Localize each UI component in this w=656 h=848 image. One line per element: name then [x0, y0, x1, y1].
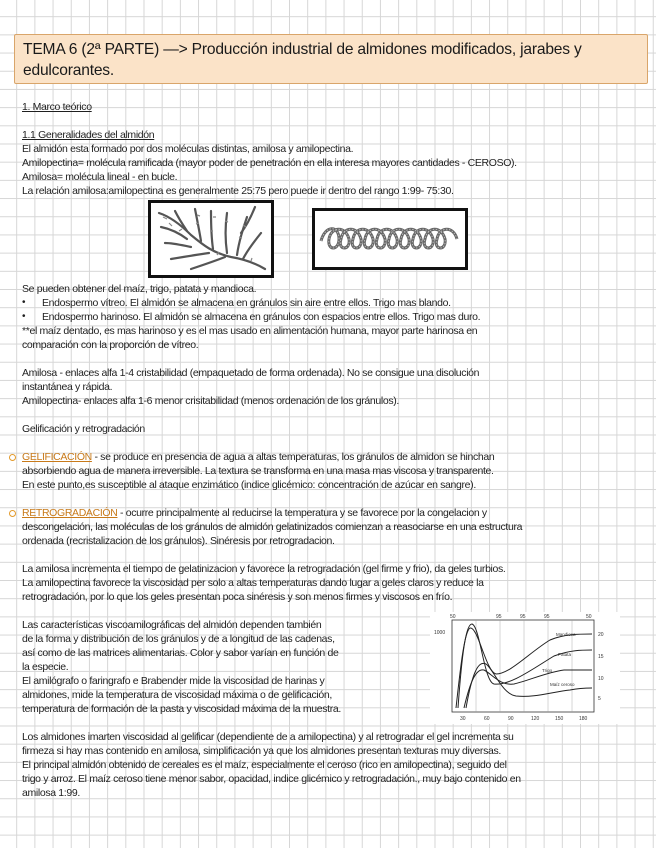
- x-tick: 120: [531, 716, 540, 722]
- paragraph-line: Los almidones imarten viscosidad al gelificar (dependiente de a amilopectina) y al retrogradar el gel incrementa su: [22, 731, 514, 743]
- right-tick: 15: [598, 654, 604, 660]
- paragraph-line: **el maíz dentado, es mas harinoso y es el mas usado en alimentación humana, mayor parte harinosa en: [22, 325, 478, 337]
- paragraph-line: así como de las matrices alimentarias. Color y sabor varían en función de: [22, 647, 339, 659]
- paragraph-line: La amilopectina favorece la viscosidad per solo a altas temperaturas dando lugar a geles claros y reduce la: [22, 577, 484, 589]
- x-tick: 60: [484, 716, 490, 722]
- paragraph-line: Se pueden obtener del maíz, trigo, patata y mandioca.: [22, 283, 257, 295]
- keyword-retrogradacion: RETROGRADACIÓN: [22, 507, 118, 519]
- bullet-dot: •: [22, 311, 26, 322]
- paragraph-line: ordenada (recristalizacion de los gránulos). Sinéresis por retrogradacion.: [22, 535, 335, 547]
- paragraph-line: [22, 506, 487, 520]
- top-tick: 50: [450, 614, 456, 620]
- paragraph-line: Amilopectina= molécula ramificada (mayor poder de penetración en ella interesa mayores cantidades - CEROSO).: [22, 157, 517, 169]
- paragraph-line: la especie.: [22, 661, 69, 673]
- bullet-item: Endospermo harinoso. El almidón se almacena en gránulos con espacios entre ellos. Trigo mas duro.: [42, 311, 481, 323]
- title-banner: [14, 34, 648, 84]
- bullet-item: Endospermo vítreo. El almidón se almacena en gránulos sin aire entre ellos. Trigo mas blando.: [42, 297, 451, 309]
- curve-trigo: [464, 670, 592, 708]
- paragraph-line: trigo y arroz. El maíz ceroso tiene menor sabor, opacidad, indice glicémico y retrogradación., muy bajo contenido en: [22, 773, 521, 785]
- ret-line: - ocurre principalmente al reducirse la temperatura y se favorece por la congelacion y: [117, 507, 487, 519]
- right-tick: 10: [598, 676, 604, 682]
- x-tick: 90: [508, 716, 514, 722]
- top-tick: 50: [586, 614, 592, 620]
- paragraph-line: Las características viscoamilográficas del almidón dependen también: [22, 619, 322, 631]
- circle-bullet-icon: [9, 454, 16, 461]
- paragraph-line: comparación con la proporción de vítreo.: [22, 339, 199, 351]
- top-tick: 95: [544, 614, 550, 620]
- paragraph-line: Amilosa - enlaces alfa 1-4 cristabilidad (empaquetado de forma ordenada). No se consigue una disolución: [22, 367, 480, 379]
- paragraph-line: Amilosa= molécula lineal - en bucle.: [22, 171, 178, 183]
- paragraph-line: El amilógrafo o faringrafo e Brabender mide la viscosidad de harinas y: [22, 675, 325, 687]
- curve-label: Trigo: [542, 668, 553, 673]
- paragraph-line: almidones, mide la temperatura de viscosidad máxima o de gelificación,: [22, 689, 332, 701]
- paragraph-line: [22, 450, 494, 464]
- paragraph-line: instantánea y rápida.: [22, 381, 113, 393]
- page-title: TEMA 6 (2ª PARTE) —> Producción industrial de almidones modificados, jarabes y edulcorantes.: [23, 41, 582, 79]
- right-tick: 20: [598, 632, 604, 638]
- paragraph-line: retrogradación, por lo que los geles presentan poca sinéresis y son menos firmes y viscosos en frío.: [22, 591, 453, 603]
- circle-bullet-icon: [9, 510, 16, 517]
- section-heading: 1. Marco teórico: [22, 101, 92, 113]
- keyword-gelificacion: GELIFICACIÓN: [22, 451, 92, 463]
- x-tick: 150: [555, 716, 564, 722]
- paragraph-line: La relación amilosa:amilopectina es generalmente 25:75 pero puede ir dentro del rango 1:99- 75:30.: [22, 185, 454, 197]
- paragraph-line: de la forma y distribución de los gránulos y de a longitud de las cadenas,: [22, 633, 335, 645]
- paragraph-line: temperatura de formación de la pasta y viscosidad máxima de la muestra.: [22, 703, 341, 715]
- paragraph-line: Amilopectina- enlaces alfa 1-6 menor crisitabilidad (menos ordenación de los gránulos).: [22, 395, 399, 407]
- y-tick: 1000: [434, 630, 446, 636]
- x-tick: 180: [579, 716, 588, 722]
- top-tick: 95: [496, 614, 502, 620]
- paragraph-line: El almidón esta formado por dos moléculas distintas, amilosa y amilopectina.: [22, 143, 354, 155]
- gel-line: - se produce en presencia de agua a altas temperaturas, los gránulos de almidon se hinchan: [91, 451, 495, 463]
- paragraph-line: descongelación, las moléculas de los gránulos de almidón gelatinizados comienzan a reasociarse en una estructura: [22, 521, 523, 533]
- amylose-diagram: [312, 208, 468, 270]
- top-tick: 95: [520, 614, 526, 620]
- paragraph-line: El principal almidón obtenido de cereales es el maíz, especialmente el ceroso (rico en amilopectina), seguido del: [22, 759, 507, 771]
- amylogram-figure: [430, 612, 620, 724]
- curve-label: Patata: [558, 652, 572, 657]
- x-tick: 30: [460, 716, 466, 722]
- paragraph-line: firmeza si hay mas contenido en amilosa, simplificación ya que los almidones presentan texturas muy diversas.: [22, 745, 501, 757]
- right-tick: 5: [598, 696, 601, 702]
- curve-label: Mandioca: [556, 632, 576, 637]
- subsection-heading: 1.1 Generalidades del almidón: [22, 129, 155, 141]
- paragraph-line: absorbiendo agua de manera irreversible. La textura se transforma en una masa mas viscosa y transparente.: [22, 465, 494, 477]
- bullet-dot: •: [22, 297, 26, 308]
- paragraph-line: amilosa 1:99.: [22, 787, 80, 799]
- curve-label: Maíz ceroso: [550, 682, 575, 687]
- subsection-heading: Gelificación y retrogradación: [22, 423, 145, 435]
- paragraph-line: En este punto,es susceptible al ataque enzimático (indice glicémico: concentración de azúcar en sangre).: [22, 479, 476, 491]
- paragraph-line: La amilosa incrementa el tiempo de gelatinizacion y favorece la retrogradación (gel firme y frio), da geles turbios.: [22, 563, 506, 575]
- amylopectin-diagram: [148, 200, 274, 278]
